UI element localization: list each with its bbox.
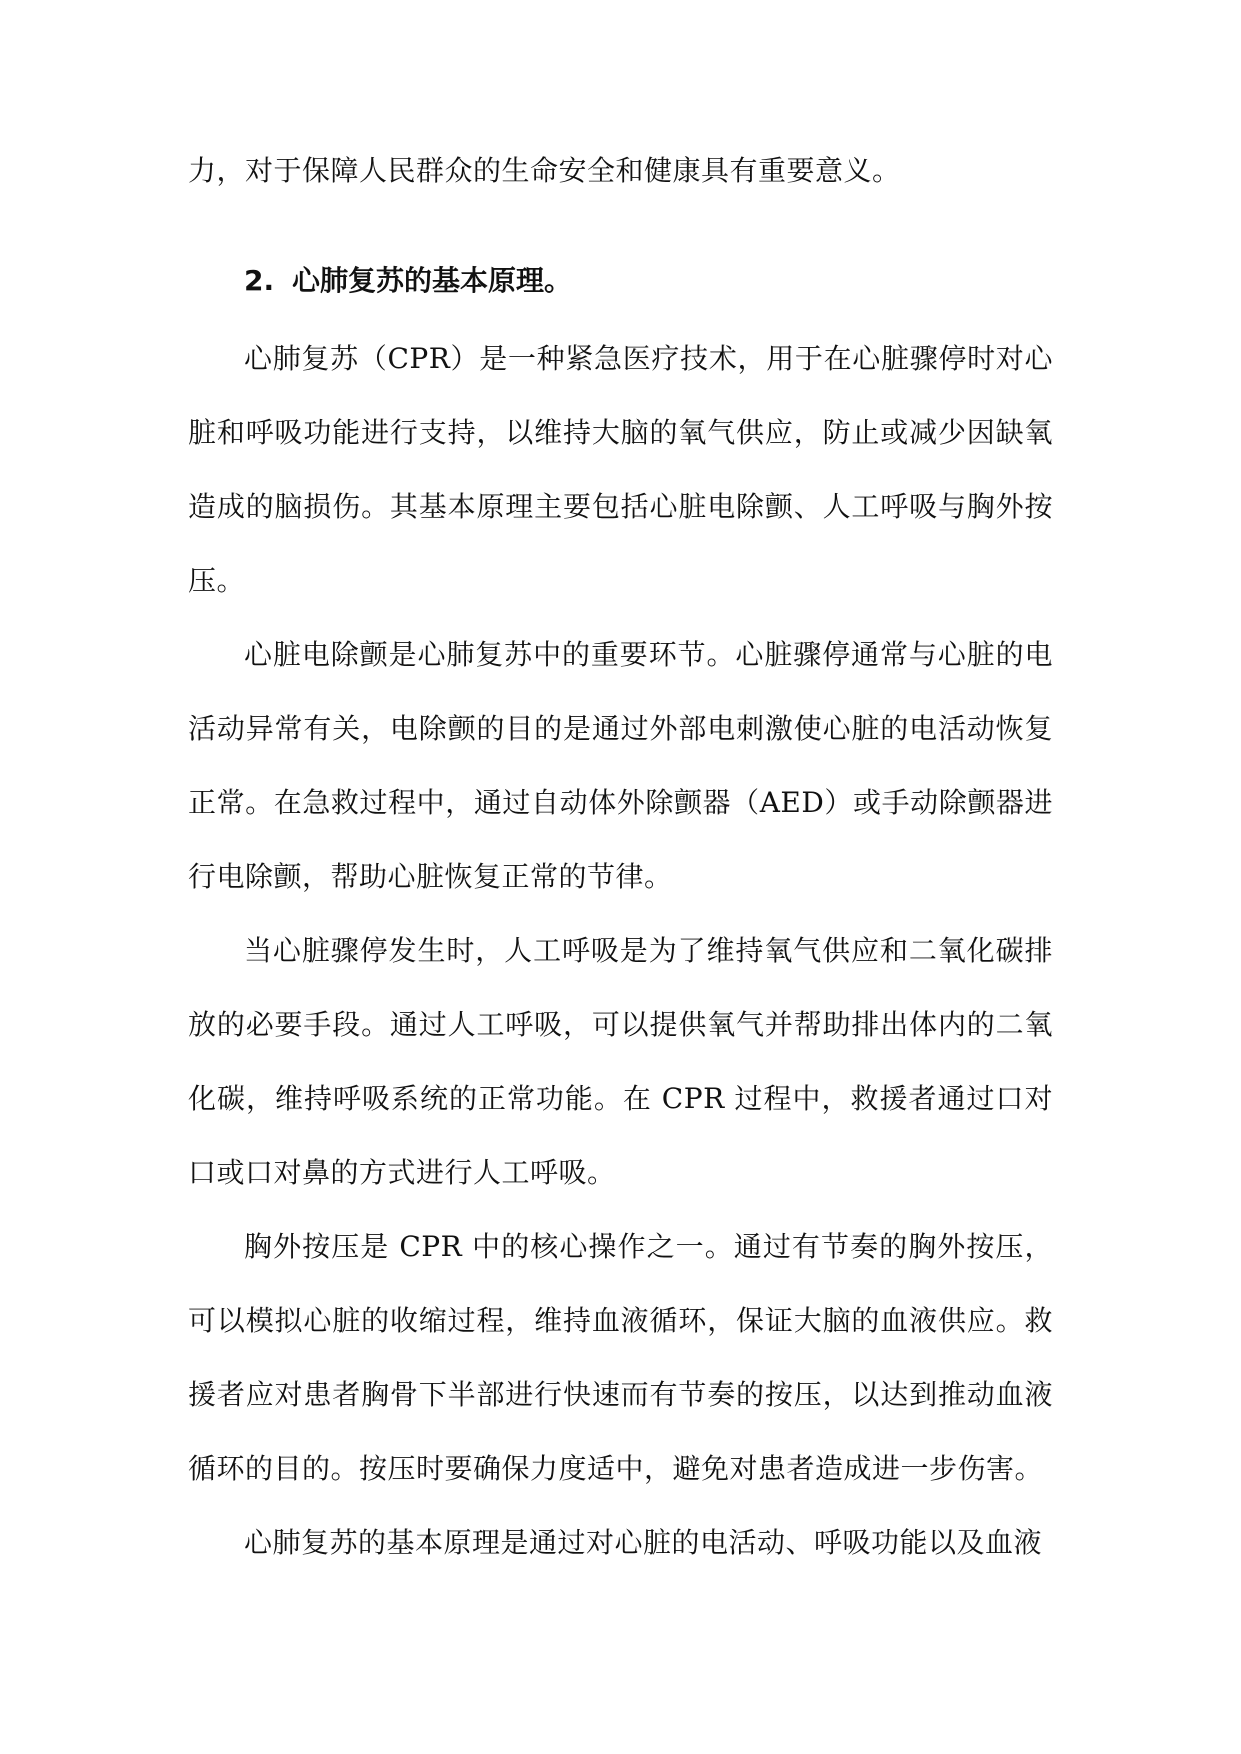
- paragraph-artificial-respiration: 当心脏骤停发生时，人工呼吸是为了维持氧气供应和二氧化碳排放的必要手段。通过人工呼吸，可以提供氧气并帮助排出体内的二氧化碳，维持呼吸系统的正常功能。在 CPR 过程中，救援者通过口对口或口对鼻的方式进行人工呼吸。: [188, 934, 1053, 1189]
- paragraph-summary: 心肺复苏的基本原理是通过对心脏的电活动、呼吸功能以及血液: [244, 1526, 1043, 1559]
- section-title: 心肺复苏的基本原理。: [292, 264, 573, 297]
- paragraph-chest-compression: 胸外按压是 CPR 中的核心操作之一。通过有节奏的胸外按压，可以模拟心脏的收缩过程，维持血液循环，保证大脑的血液供应。救援者应对患者胸骨下半部进行快速而有节奏的按压，以达到推动血液循环的目的。按压时要确保力度适中，避免对患者造成进一步伤害。: [188, 1230, 1053, 1485]
- section-heading: [244, 244, 572, 318]
- continuation-paragraph: 力，对于保障人民群众的生命安全和健康具有重要意义。: [188, 154, 901, 187]
- paragraph-defibrillation: 心脏电除颤是心肺复苏中的重要环节。心脏骤停通常与心脏的电活动异常有关，电除颤的目的是通过外部电刺激使心脏的电活动恢复正常。在急救过程中，通过自动体外除颤器（AED）或手动除颤器进行电除颤，帮助心脏恢复正常的节律。: [188, 638, 1053, 893]
- paragraph-cpr-definition: 心肺复苏（CPR）是一种紧急医疗技术，用于在心脏骤停时对心脏和呼吸功能进行支持，以维持大脑的氧气供应，防止或减少因缺氧造成的脑损伤。其基本原理主要包括心脏电除颤、人工呼吸与胸外按压。: [188, 342, 1053, 597]
- section-number: 2.: [244, 264, 275, 297]
- section-body: [188, 322, 1053, 1580]
